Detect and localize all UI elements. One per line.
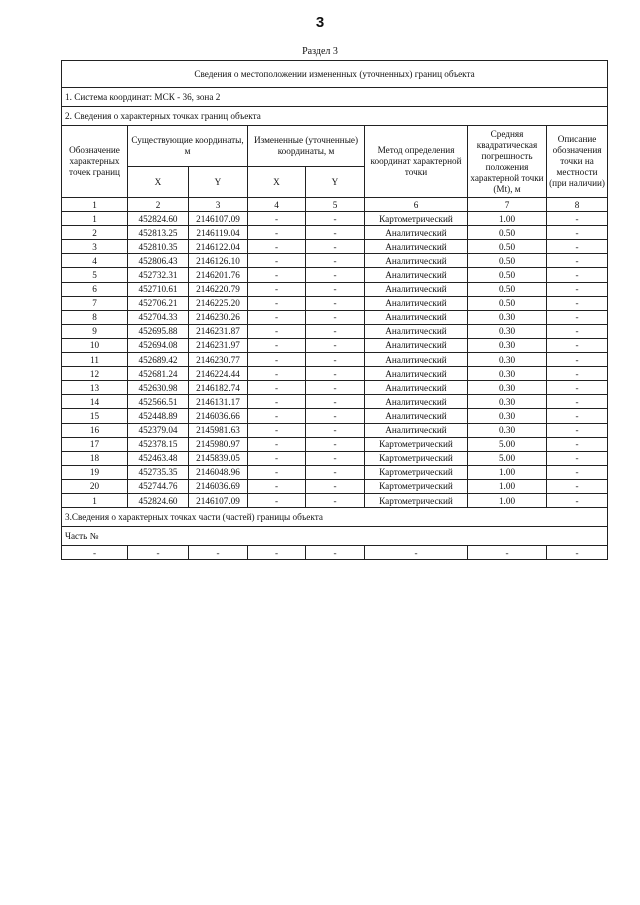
header-changed-x: X (248, 167, 306, 198)
cell-accuracy: 1.00 (468, 493, 547, 507)
cell-accuracy: 0.50 (468, 296, 547, 310)
table-title: Сведения о местоположении измененных (уточненных) границ объекта (62, 61, 608, 88)
cell-method: 6 (365, 198, 468, 212)
cell-changed-y: 5 (306, 198, 365, 212)
cell-description: - (547, 493, 608, 507)
cell-changed-x: - (248, 212, 306, 226)
cell-existing-y: 2146036.69 (189, 479, 248, 493)
cell-designation: 10 (62, 338, 128, 352)
cell-existing-y: 2145839.05 (189, 451, 248, 465)
cell-method: Аналитический (365, 423, 468, 437)
cell-changed-x: - (248, 367, 306, 381)
header-method: Метод определения координат характерной точки (365, 126, 468, 198)
cell-existing-x: 452806.43 (128, 254, 189, 268)
cell-changed-y: - (306, 353, 365, 367)
cell-existing-y: 2146231.87 (189, 324, 248, 338)
cell-method: Аналитический (365, 381, 468, 395)
cell-existing-y: 2146230.26 (189, 310, 248, 324)
cell-accuracy: 1.00 (468, 465, 547, 479)
cell-changed-y: - (306, 395, 365, 409)
cell-designation: 1 (62, 493, 128, 507)
cell-existing-x: 452813.25 (128, 226, 189, 240)
cell-designation: 15 (62, 409, 128, 423)
cell-description: 8 (547, 198, 608, 212)
cell-description: - (547, 212, 608, 226)
cell-existing-x: 452706.21 (128, 296, 189, 310)
cell-existing-x: 452810.35 (128, 240, 189, 254)
cell-accuracy: 0.30 (468, 395, 547, 409)
cell-description: - (547, 240, 608, 254)
cell-accuracy: 7 (468, 198, 547, 212)
column-number-row (62, 198, 608, 212)
table-row (62, 353, 608, 367)
cell-existing-y: 2146182.74 (189, 381, 248, 395)
table-row (62, 409, 608, 423)
cell-existing-y: 2146036.66 (189, 409, 248, 423)
cell-changed-x: - (248, 437, 306, 451)
cell-changed-y: - (306, 324, 365, 338)
cell-existing-y: 2146122.04 (189, 240, 248, 254)
cell-existing-y: 2146107.09 (189, 493, 248, 507)
cell-method: Аналитический (365, 353, 468, 367)
cell-changed-y: - (306, 282, 365, 296)
table-row (62, 338, 608, 352)
cell-existing-y: 2145980.97 (189, 437, 248, 451)
cell-existing-x: 452710.61 (128, 282, 189, 296)
cell-accuracy: 0.50 (468, 268, 547, 282)
cell-designation: 2 (62, 226, 128, 240)
cell-changed-y: - (306, 465, 365, 479)
cell-designation: 14 (62, 395, 128, 409)
cell-existing-x: 452735.35 (128, 465, 189, 479)
cell-method: Картометрический (365, 479, 468, 493)
cell-changed-x: - (248, 409, 306, 423)
cell-existing-y: 2146131.17 (189, 395, 248, 409)
cell-method: Картометрический (365, 451, 468, 465)
cell-description: - (547, 310, 608, 324)
cell-changed-y: - (306, 338, 365, 352)
cell-accuracy: 1.00 (468, 479, 547, 493)
cell-existing-x: 452744.76 (128, 479, 189, 493)
cell-existing-x: 452689.42 (128, 353, 189, 367)
cell-method: Аналитический (365, 310, 468, 324)
page-number: 3 (315, 14, 325, 31)
cell-method: Аналитический (365, 296, 468, 310)
cell-method: - (365, 546, 468, 560)
cell-designation: 9 (62, 324, 128, 338)
cell-designation: - (62, 546, 128, 560)
cell-existing-x: 452694.08 (128, 338, 189, 352)
cell-designation: 1 (62, 212, 128, 226)
cell-changed-y: - (306, 423, 365, 437)
table-row (62, 296, 608, 310)
cell-designation: 3 (62, 240, 128, 254)
cell-existing-y: 2146224.44 (189, 367, 248, 381)
cell-changed-y: - (306, 493, 365, 507)
cell-changed-y: - (306, 310, 365, 324)
section-label: Раздел 3 (302, 46, 338, 57)
cell-existing-x: 452732.31 (128, 268, 189, 282)
cell-description: - (547, 479, 608, 493)
cell-designation: 12 (62, 367, 128, 381)
cell-method: Аналитический (365, 409, 468, 423)
cell-changed-x: - (248, 479, 306, 493)
cell-description: - (547, 296, 608, 310)
cell-description: - (547, 268, 608, 282)
cell-existing-x: 452379.04 (128, 423, 189, 437)
cell-description: - (547, 282, 608, 296)
cell-designation: 20 (62, 479, 128, 493)
cell-method: Аналитический (365, 240, 468, 254)
cell-existing-x: 452630.98 (128, 381, 189, 395)
table-row (62, 451, 608, 465)
cell-changed-x: - (248, 493, 306, 507)
cell-existing-x: 452695.88 (128, 324, 189, 338)
cell-designation: 8 (62, 310, 128, 324)
cell-changed-y: - (306, 296, 365, 310)
cell-method: Картометрический (365, 212, 468, 226)
cell-method: Картометрический (365, 465, 468, 479)
cell-changed-x: - (248, 254, 306, 268)
cell-changed-y: - (306, 367, 365, 381)
header-changed-y: Y (306, 167, 365, 198)
cell-accuracy: 0.30 (468, 381, 547, 395)
header-existing: Существующие координаты, м (128, 126, 248, 167)
cell-accuracy: 0.30 (468, 310, 547, 324)
cell-description: - (547, 423, 608, 437)
cell-changed-y: - (306, 546, 365, 560)
cell-method: Аналитический (365, 395, 468, 409)
table-row (62, 423, 608, 437)
cell-method: Аналитический (365, 324, 468, 338)
table-row (62, 254, 608, 268)
cell-accuracy: 0.30 (468, 324, 547, 338)
cell-designation: 16 (62, 423, 128, 437)
cell-accuracy: 0.50 (468, 254, 547, 268)
cell-changed-y: - (306, 479, 365, 493)
cell-changed-x: - (248, 381, 306, 395)
cell-method: Картометрический (365, 493, 468, 507)
cell-description: - (547, 395, 608, 409)
cell-changed-x: - (248, 338, 306, 352)
cell-existing-y: 2146230.77 (189, 353, 248, 367)
cell-changed-x: - (248, 324, 306, 338)
cell-existing-y: 2146107.09 (189, 212, 248, 226)
cell-changed-y: - (306, 226, 365, 240)
cell-changed-x: 4 (248, 198, 306, 212)
cell-changed-y: - (306, 254, 365, 268)
cell-accuracy: 0.30 (468, 353, 547, 367)
parts-section-title: 3.Сведения о характерных точках части (частей) границы объекта (62, 508, 608, 527)
part-row (62, 546, 608, 560)
cell-description: - (547, 324, 608, 338)
points-rows (62, 212, 608, 508)
cell-existing-x: 452448.89 (128, 409, 189, 423)
cell-changed-y: - (306, 212, 365, 226)
table-row (62, 395, 608, 409)
cell-designation: 6 (62, 282, 128, 296)
cell-existing-x: 452824.60 (128, 493, 189, 507)
cell-changed-x: - (248, 451, 306, 465)
cell-changed-y: - (306, 381, 365, 395)
header-designation: Обозначение характерных точек границ (62, 126, 128, 198)
header-accuracy: Средняя квадратическая погрешность положения характерной точки (Mt), м (468, 126, 547, 198)
cell-existing-x: 452824.60 (128, 212, 189, 226)
table-row (62, 212, 608, 226)
cell-existing-y: 2146225.20 (189, 296, 248, 310)
cell-description: - (547, 353, 608, 367)
column-numbers (62, 198, 608, 212)
cell-existing-x: 452378.15 (128, 437, 189, 451)
cell-changed-x: - (248, 423, 306, 437)
cell-changed-y: - (306, 268, 365, 282)
cell-designation: 11 (62, 353, 128, 367)
cell-existing-y: 2146126.10 (189, 254, 248, 268)
cell-changed-y: - (306, 409, 365, 423)
cell-designation: 19 (62, 465, 128, 479)
cell-accuracy: 1.00 (468, 212, 547, 226)
cell-changed-x: - (248, 353, 306, 367)
cell-existing-x: - (128, 546, 189, 560)
cell-designation: 4 (62, 254, 128, 268)
cell-method: Картометрический (365, 437, 468, 451)
cell-existing-y: 2145981.63 (189, 423, 248, 437)
header-changed: Измененные (уточненные) координаты, м (248, 126, 365, 167)
cell-accuracy: 0.50 (468, 282, 547, 296)
cell-accuracy: 0.50 (468, 240, 547, 254)
cell-changed-y: - (306, 451, 365, 465)
cell-description: - (547, 437, 608, 451)
part-label: Часть № (62, 527, 608, 546)
cell-method: Аналитический (365, 367, 468, 381)
cell-existing-y: 2146220.79 (189, 282, 248, 296)
table-row (62, 367, 608, 381)
cell-existing-x: 452566.51 (128, 395, 189, 409)
cell-changed-x: - (248, 282, 306, 296)
cell-method: Аналитический (365, 254, 468, 268)
cell-description: - (547, 367, 608, 381)
cell-accuracy: 5.00 (468, 437, 547, 451)
cell-changed-x: - (248, 465, 306, 479)
table-row (62, 310, 608, 324)
cell-designation: 1 (62, 198, 128, 212)
header-existing-y: Y (189, 167, 248, 198)
table-row (62, 324, 608, 338)
cell-designation: 13 (62, 381, 128, 395)
cell-changed-x: - (248, 310, 306, 324)
cell-accuracy: 0.30 (468, 367, 547, 381)
boundary-table (61, 60, 608, 560)
header-existing-x: X (128, 167, 189, 198)
cell-existing-x: 452704.33 (128, 310, 189, 324)
cell-method: Аналитический (365, 338, 468, 352)
cell-designation: 18 (62, 451, 128, 465)
cell-description: - (547, 409, 608, 423)
cell-method: Аналитический (365, 268, 468, 282)
cell-designation: 17 (62, 437, 128, 451)
cell-existing-y: 2146119.04 (189, 226, 248, 240)
table-row (62, 493, 608, 507)
cell-changed-x: - (248, 240, 306, 254)
table-row (62, 226, 608, 240)
cell-description: - (547, 338, 608, 352)
cell-existing-x: 452463.48 (128, 451, 189, 465)
part-rows (62, 546, 608, 560)
cell-description: - (547, 381, 608, 395)
cell-existing-y: 2146231.97 (189, 338, 248, 352)
cell-accuracy: 0.30 (468, 409, 547, 423)
cell-existing-x: 452681.24 (128, 367, 189, 381)
cell-changed-x: - (248, 395, 306, 409)
cell-existing-y: 2146048.96 (189, 465, 248, 479)
header-description: Описание обозначения точки на местности (при наличии) (547, 126, 608, 198)
table-row (62, 268, 608, 282)
table-row (62, 282, 608, 296)
cell-accuracy: 0.50 (468, 226, 547, 240)
cell-changed-x: - (248, 226, 306, 240)
table-row (62, 479, 608, 493)
table-row (62, 465, 608, 479)
table-row (62, 240, 608, 254)
cell-changed-x: - (248, 546, 306, 560)
cell-accuracy: 0.30 (468, 338, 547, 352)
cell-accuracy: - (468, 546, 547, 560)
cell-description: - (547, 451, 608, 465)
cell-existing-y: - (189, 546, 248, 560)
cell-existing-x: 2 (128, 198, 189, 212)
cell-designation: 7 (62, 296, 128, 310)
cell-description: - (547, 254, 608, 268)
cell-changed-x: - (248, 268, 306, 282)
cell-accuracy: 0.30 (468, 423, 547, 437)
cell-description: - (547, 226, 608, 240)
cell-changed-y: - (306, 437, 365, 451)
boundary-table-container (61, 60, 607, 560)
cell-existing-y: 2146201.76 (189, 268, 248, 282)
cell-description: - (547, 465, 608, 479)
cell-designation: 5 (62, 268, 128, 282)
cell-method: Аналитический (365, 226, 468, 240)
cell-method: Аналитический (365, 282, 468, 296)
cell-accuracy: 5.00 (468, 451, 547, 465)
cell-changed-y: - (306, 240, 365, 254)
table-row (62, 437, 608, 451)
points-section-title: 2. Сведения о характерных точках границ объекта (62, 107, 608, 126)
cell-description: - (547, 546, 608, 560)
cell-existing-y: 3 (189, 198, 248, 212)
cell-changed-x: - (248, 296, 306, 310)
coordinate-system: 1. Система координат: МСК - 36, зона 2 (62, 88, 608, 107)
table-row (62, 381, 608, 395)
